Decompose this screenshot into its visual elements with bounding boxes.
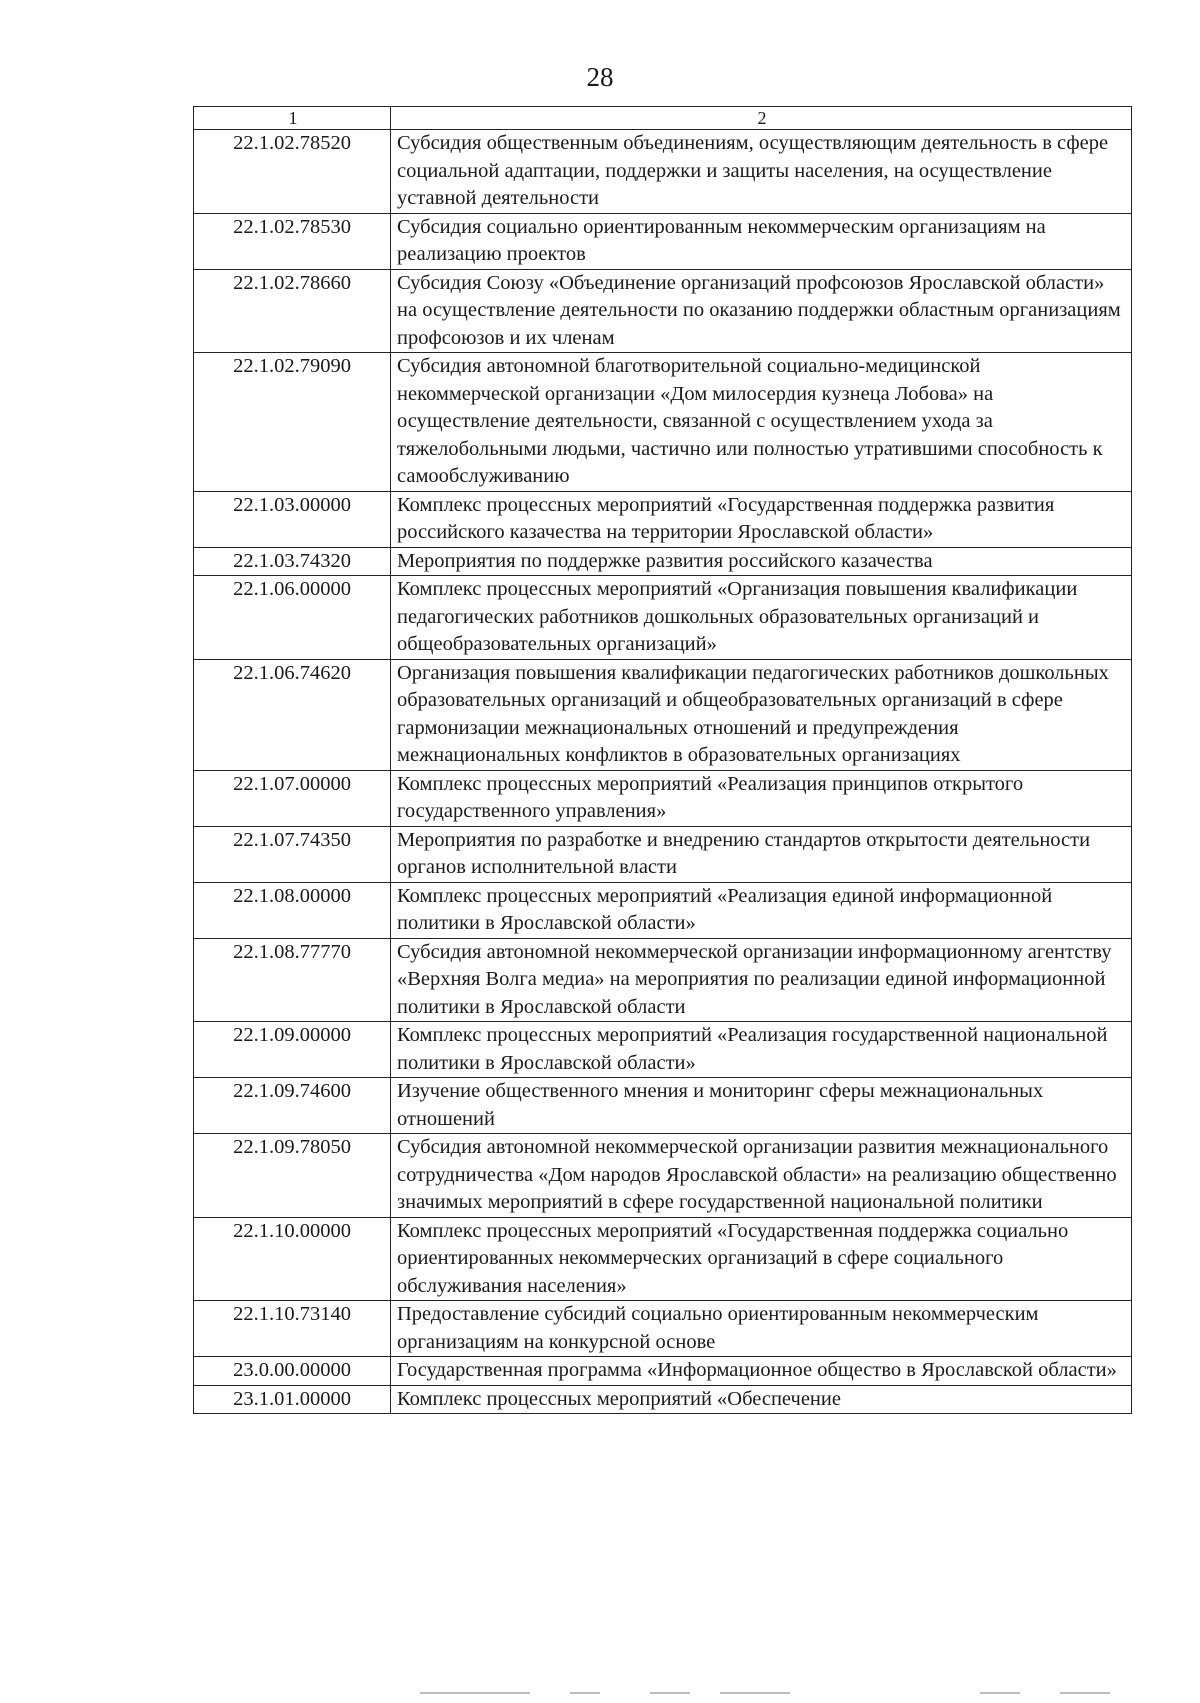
row-code: 22.1.02.78660 <box>194 269 391 353</box>
table-row <box>194 659 1132 770</box>
scan-edge-artifacts <box>420 1692 1180 1698</box>
table-row <box>194 882 1132 938</box>
row-description: Субсидия социально ориентированным некоммерческим организациям на реализацию проектов <box>391 213 1132 269</box>
row-description: Субсидия автономной некоммерческой организации развития межнационального сотрудничества «Дом народов Ярославской области» на реализацию общественно значимых мероприятий в сфере государственной национальной политики <box>391 1134 1132 1218</box>
table-row <box>194 1357 1132 1386</box>
row-description: Мероприятия по поддержке развития российского казачества <box>391 547 1132 576</box>
page-number: 28 <box>586 62 614 92</box>
row-code: 22.1.09.74600 <box>194 1078 391 1134</box>
table-row <box>194 353 1132 492</box>
row-description: Субсидия общественным объединениям, осуществляющим деятельность в сфере социальной адаптации, поддержки и защиты населения, на осуществление уставной деятельности <box>391 130 1132 214</box>
table-row <box>194 269 1132 353</box>
column-header-code: 1 <box>194 107 391 130</box>
row-description: Предоставление субсидий социально ориентированным некоммерческим организациям на конкурсной основе <box>391 1301 1132 1357</box>
table-row <box>194 1022 1132 1078</box>
row-description: Комплекс процессных мероприятий «Обеспечение <box>391 1385 1132 1414</box>
row-code: 23.0.00.00000 <box>194 1357 391 1386</box>
row-code: 22.1.06.00000 <box>194 576 391 660</box>
row-description: Государственная программа «Информационное общество в Ярославской области» <box>391 1357 1132 1386</box>
row-description: Комплекс процессных мероприятий «Реализация единой информационной политики в Ярославской области» <box>391 882 1132 938</box>
row-code: 22.1.09.78050 <box>194 1134 391 1218</box>
row-description: Изучение общественного мнения и мониторинг сферы межнациональных отношений <box>391 1078 1132 1134</box>
row-code: 22.1.09.00000 <box>194 1022 391 1078</box>
table-row <box>194 826 1132 882</box>
table-row <box>194 213 1132 269</box>
row-code: 22.1.07.74350 <box>194 826 391 882</box>
row-code: 22.1.02.79090 <box>194 353 391 492</box>
row-code: 22.1.10.73140 <box>194 1301 391 1357</box>
row-description: Субсидия автономной некоммерческой организации информационному агентству «Верхняя Волга медиа» на мероприятия по реализации единой информационной политики в Ярославской области <box>391 938 1132 1022</box>
table-row <box>194 130 1132 214</box>
row-code: 22.1.03.74320 <box>194 547 391 576</box>
row-code: 22.1.08.00000 <box>194 882 391 938</box>
row-code: 22.1.10.00000 <box>194 1217 391 1301</box>
row-description: Комплекс процессных мероприятий «Государственная поддержка социально ориентированных некоммерческих организаций в сфере социального обслуживания населения» <box>391 1217 1132 1301</box>
row-description: Субсидия автономной благотворительной социально-медицинской некоммерческой организации «Дом милосердия кузнеца Лобова» на осуществление деятельности, связанной с осуществлением ухода за тяжелобольными людьми, частично или полностью утратившими способность к самообслуживанию <box>391 353 1132 492</box>
table-row <box>194 1078 1132 1134</box>
row-description: Комплекс процессных мероприятий «Государственная поддержка развития российского казачества на территории Ярославской области» <box>391 491 1132 547</box>
row-description: Комплекс процессных мероприятий «Реализация принципов открытого государственного управления» <box>391 770 1132 826</box>
row-description: Комплекс процессных мероприятий «Реализация государственной национальной политики в Ярославской области» <box>391 1022 1132 1078</box>
row-description: Организация повышения квалификации педагогических работников дошкольных образовательных организаций и общеобразовательных организаций в сфере гармонизации межнациональных отношений и предупреждения межнациональных конфликтов в образовательных организациях <box>391 659 1132 770</box>
table-row <box>194 547 1132 576</box>
table-row <box>194 1301 1132 1357</box>
table-row <box>194 491 1132 547</box>
row-code: 22.1.07.00000 <box>194 770 391 826</box>
table-row <box>194 576 1132 660</box>
column-header-description: 2 <box>391 107 1132 130</box>
row-code: 22.1.02.78520 <box>194 130 391 214</box>
table-row <box>194 1217 1132 1301</box>
row-code: 22.1.08.77770 <box>194 938 391 1022</box>
row-description: Субсидия Союзу «Объединение организаций профсоюзов Ярославской области» на осуществление деятельности по оказанию поддержки областным организациям профсоюзов и их членам <box>391 269 1132 353</box>
table-row <box>194 938 1132 1022</box>
table-row <box>194 770 1132 826</box>
row-description: Комплекс процессных мероприятий «Организация повышения квалификации педагогических работников дошкольных образовательных организаций и общеобразовательных организаций» <box>391 576 1132 660</box>
row-code: 23.1.01.00000 <box>194 1385 391 1414</box>
row-description: Мероприятия по разработке и внедрению стандартов открытости деятельности органов исполнительной власти <box>391 826 1132 882</box>
row-code: 22.1.02.78530 <box>194 213 391 269</box>
row-code: 22.1.06.74620 <box>194 659 391 770</box>
budget-classification-table <box>193 106 1132 1414</box>
table-row <box>194 1385 1132 1414</box>
row-code: 22.1.03.00000 <box>194 491 391 547</box>
table-header-row <box>194 107 1132 130</box>
table-row <box>194 1134 1132 1218</box>
